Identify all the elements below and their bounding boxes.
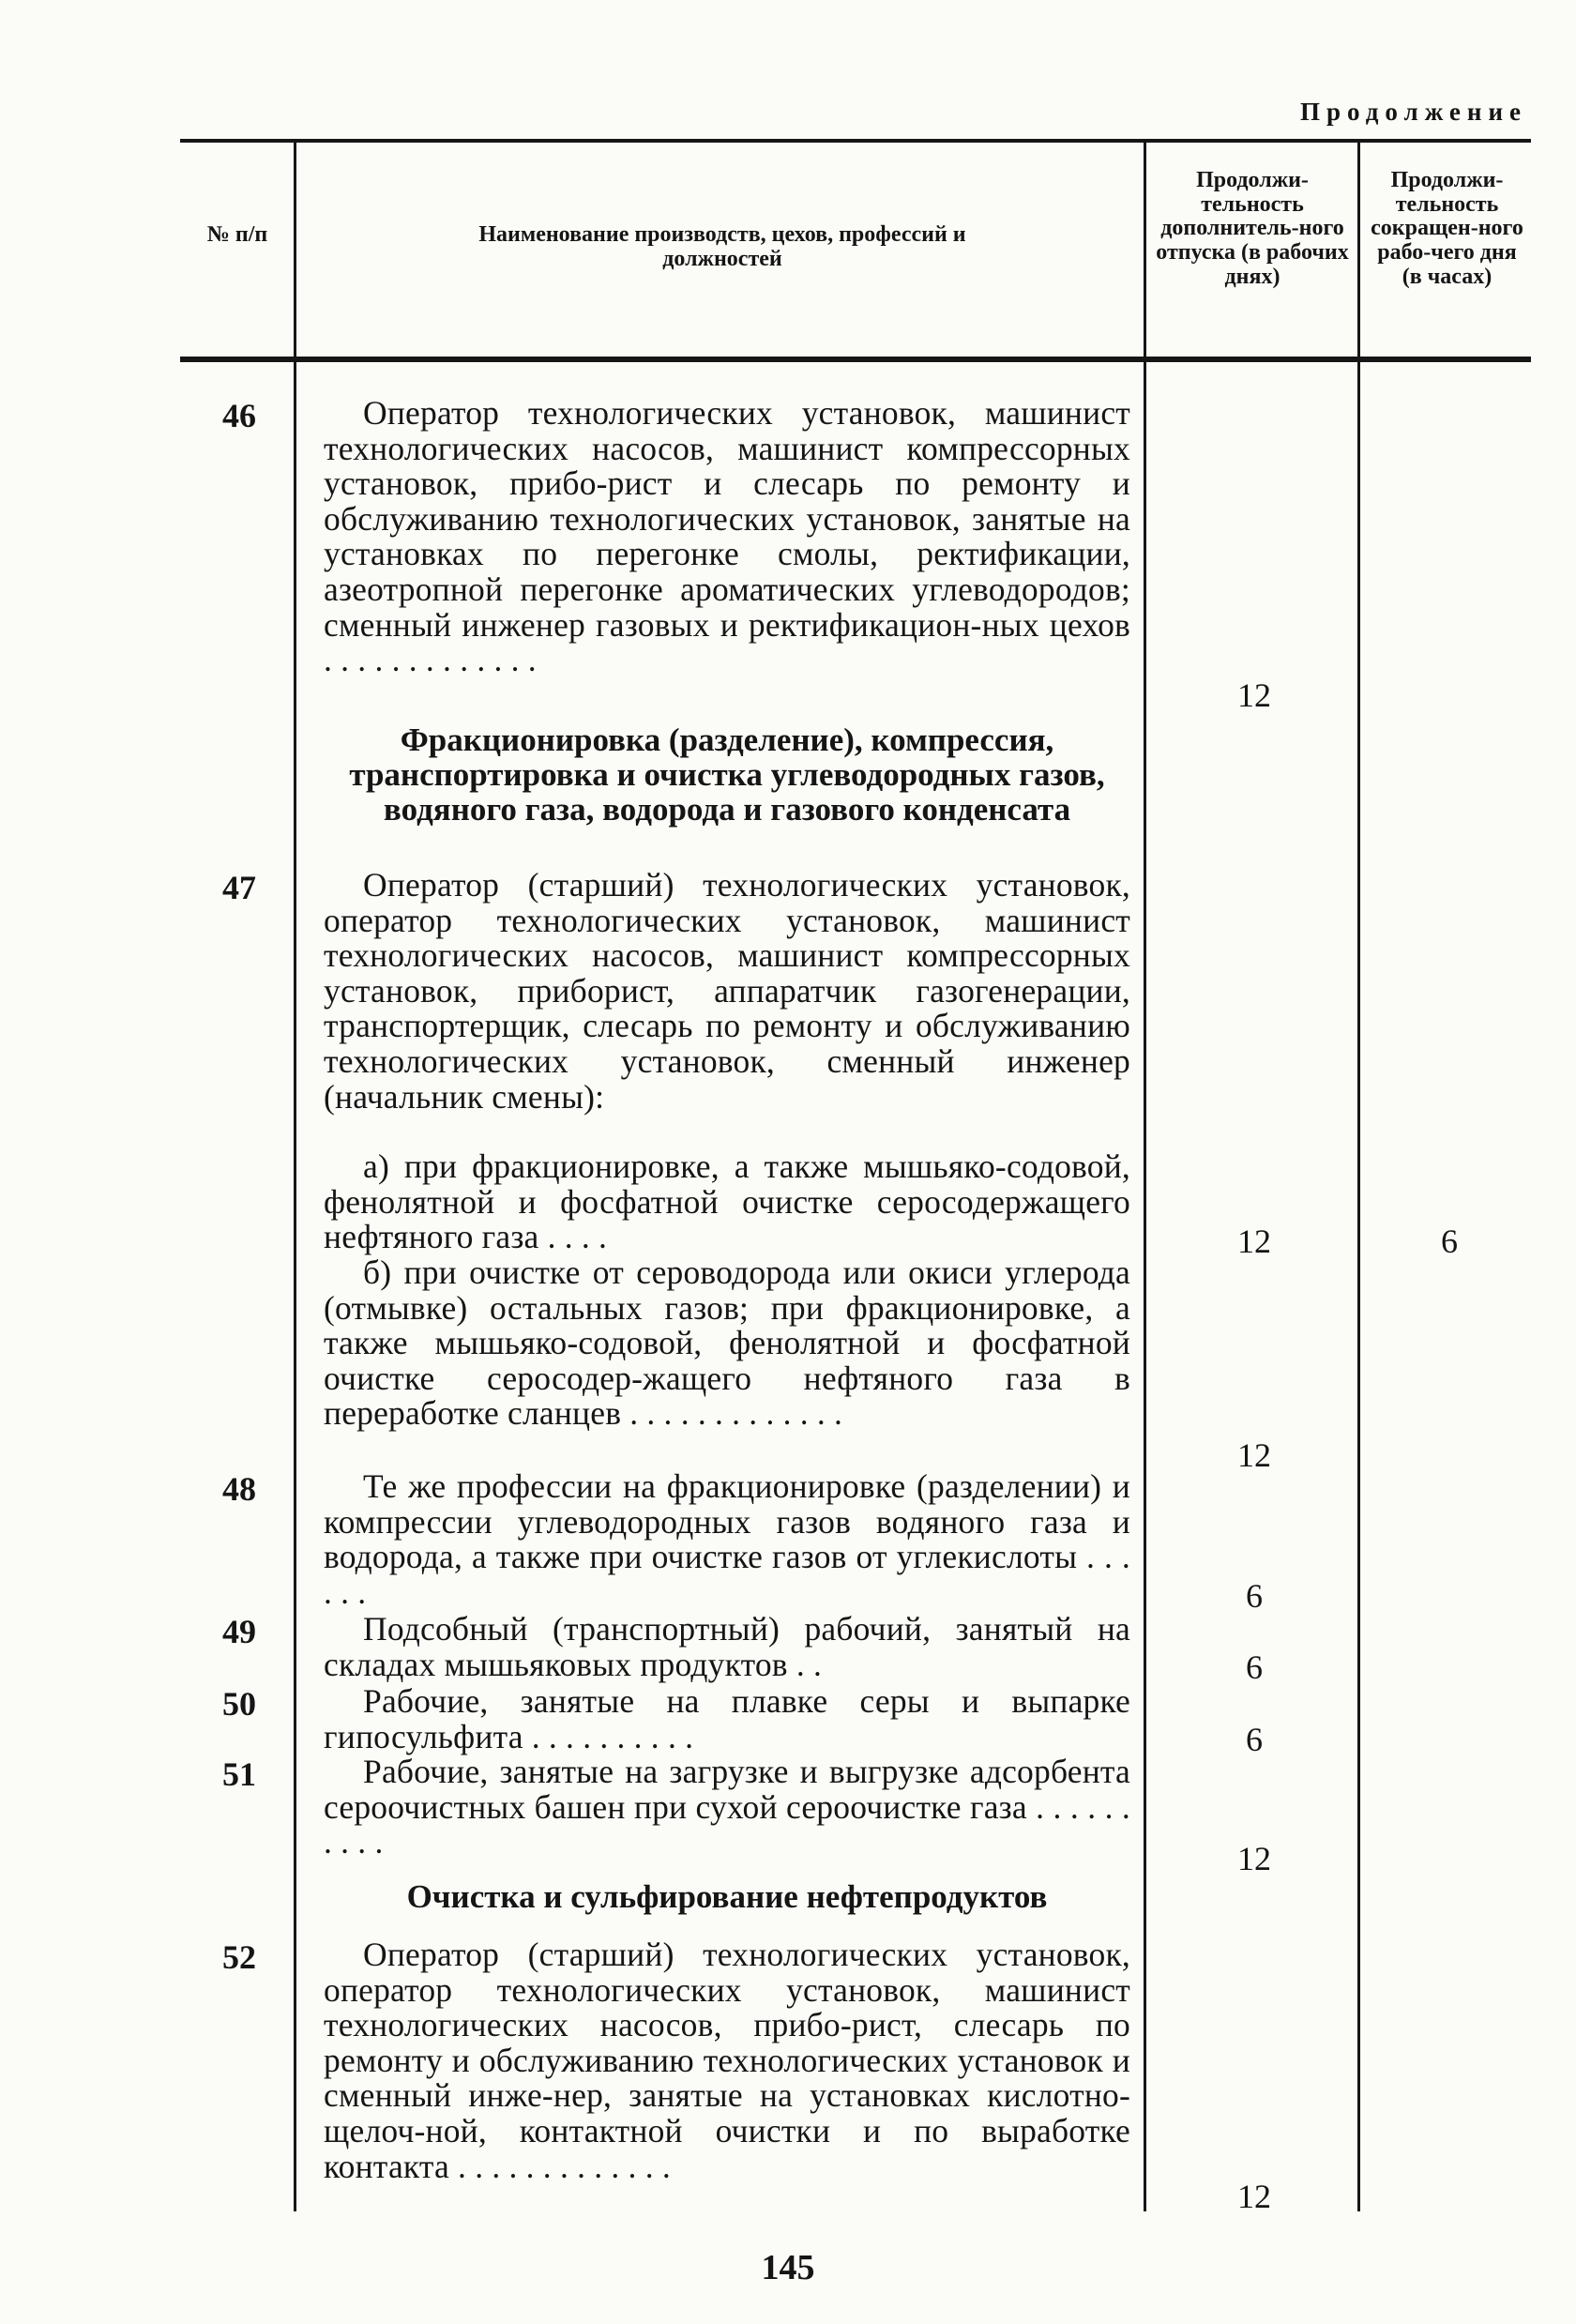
row-number: 48: [222, 1470, 256, 1508]
header-bottom-rule: [180, 357, 1531, 362]
row-leave-days: 12: [1237, 1223, 1271, 1260]
row-number: 46: [222, 397, 256, 434]
row-text: Оператор (старший) технологических установок, оператор технологических установок, машинист технологических насосов, машинист компрессорных установок, приборист, аппаратчик газогенерации, транспортерщик, слесарь по ремонту и обслуживанию технологических установок, сменный инженер (начальник смены):: [324, 866, 1130, 1116]
row-leave-days: 12: [1237, 2178, 1271, 2215]
row-text: Оператор (старший) технологических установок, оператор технологических установок, машинист технологических насосов, прибо-рист, слесарь по ремонту и обслуживанию технологических установок и сменный инже-нер, занятые на установках кислотно-щелоч-ной, контактной очистки и по выработке контакта . . . . . . . . . . . . .: [324, 1936, 1130, 2185]
row-number: 52: [222, 1938, 256, 1976]
row-leave-days: 12: [1237, 676, 1271, 714]
row-reduced-day-hours: 6: [1441, 1223, 1458, 1260]
continuation-label: Продолжение: [1300, 98, 1527, 126]
table-top-rule: [180, 139, 1531, 143]
row-text: б) при очистке от сероводорода или окиси углерода (отмывке) остальных газов; при фракционировке, а также мышьяко-содовой, фенолятной и фосфатной очистке серосодер-жащего нефтяного газа в переработке сланцев . . . . . . . . . . . . .: [324, 1253, 1130, 1433]
header-col-no: № п/п: [206, 222, 268, 247]
row-leave-days: 12: [1237, 1436, 1271, 1474]
row-text: Рабочие, занятые на загрузке и выгрузке адсорбента сероочистных башен при сухой сероочистке газа . . . . . . . . . .: [324, 1753, 1130, 1861]
row-number: 49: [222, 1613, 256, 1650]
page-number: 145: [761, 2248, 815, 2287]
row-number: 51: [222, 1755, 256, 1793]
header-col-name: Наименование производств, цехов, профессий и должностей: [478, 222, 966, 271]
row-text: Подсобный (транспортный) рабочий, занятый на складах мышьяковых продуктов . .: [324, 1610, 1130, 1683]
row-text: а) при фракционировке, а также мышьяко-содовой, фенолятной и фосфатной очистке серосодержащего нефтяного газа . . . .: [324, 1147, 1130, 1256]
row-leave-days: 6: [1246, 1648, 1263, 1686]
row-text: Те же профессии на фракционировке (разделении) и компрессии углеводородных газов водяного газа и водорода, а также при очистке газов от углекислоты . . . . . .: [324, 1467, 1130, 1611]
col-divider-3: [1357, 143, 1360, 2211]
row-text: Рабочие, занятые на плавке серы и выпарке гипосульфита . . . . . . . . . .: [324, 1682, 1130, 1755]
row-leave-days: 6: [1246, 1721, 1263, 1758]
section-heading: Очистка и сульфирование нефтепродуктов: [406, 1878, 1048, 1915]
row-text: Оператор технологических установок, машинист технологических насосов, машинист компрессорных установок, прибо-рист и слесарь по ремонту и обслуживанию технологических установок, занятые на установках по перегонке смолы, ректификации, азеотропной перегонке ароматических углеводородов; сменный инженер газовых и ректификацион-ных цехов . . . . . . . . . . . . .: [324, 394, 1130, 679]
row-leave-days: 12: [1237, 1840, 1271, 1877]
row-number: 47: [222, 869, 256, 906]
row-leave-days: 6: [1246, 1577, 1263, 1615]
col-divider-2: [1144, 143, 1146, 2211]
row-number: 50: [222, 1685, 256, 1723]
section-heading: Фракционировка (разделение), компрессия, транспортировка и очистка углеводородных газов, водяного газа, водорода и газового конденсата: [349, 722, 1105, 828]
header-col-leave: Продолжи-тельность дополнитель-ного отпуска (в рабочих днях): [1156, 168, 1349, 289]
col-divider-1: [294, 143, 296, 2211]
header-col-day: Продолжи-тельность сокращен-ного рабо-чего дня (в часах): [1371, 168, 1523, 289]
